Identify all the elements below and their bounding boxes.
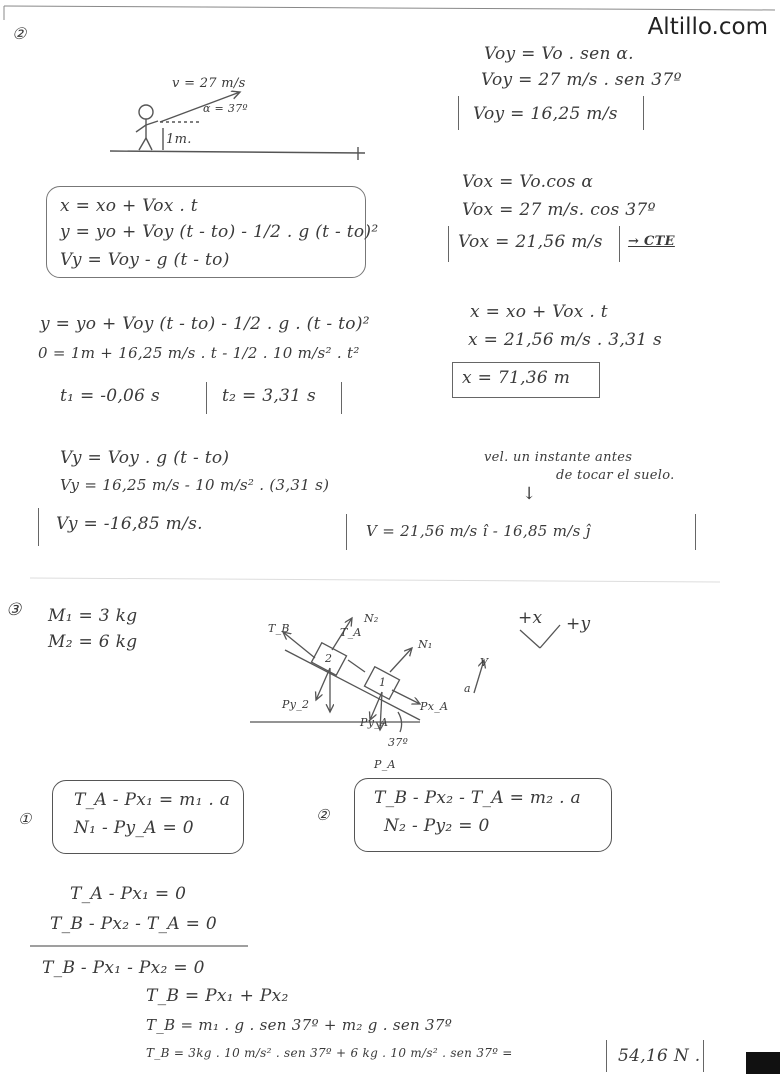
system-1-number: ① bbox=[18, 810, 32, 828]
label-n2: N₂ bbox=[364, 612, 379, 625]
sketch-angle-label: α = 37º bbox=[203, 102, 248, 115]
vox-line-2: Vox = 27 m/s. cos 37º bbox=[462, 200, 656, 220]
label-ta: T_A bbox=[340, 626, 362, 639]
x-solve-2: x = 21,56 m/s . 3,31 s bbox=[468, 330, 663, 350]
system-2-eq-1: T_B - Px₂ - T_A = m₂ . a bbox=[374, 788, 581, 808]
vy-result-box bbox=[38, 508, 39, 546]
vy-result: Vy = -16,85 m/s. bbox=[56, 514, 203, 534]
sketch-height-label: 1m. bbox=[166, 132, 192, 147]
eq-vy: Vy = Voy - g (t - to) bbox=[60, 250, 230, 270]
mass-2: M₂ = 6 kg bbox=[48, 632, 138, 652]
system-1-eq-2: N₁ - Py_A = 0 bbox=[74, 818, 194, 838]
vel-note-line-1: vel. un instante antes bbox=[484, 450, 633, 465]
system-1-eq-1: T_A - Px₁ = m₁ . a bbox=[74, 790, 231, 810]
system-2-number: ② bbox=[316, 806, 330, 824]
label-pxa: Px_A bbox=[420, 700, 449, 713]
label-py2: Py_2 bbox=[282, 698, 310, 711]
axis-plus-x: +x bbox=[518, 608, 543, 628]
result-line-1: T_B - Px₁ - Px₂ = 0 bbox=[42, 958, 205, 978]
label-n1: N₁ bbox=[418, 638, 433, 651]
problem-3-number: ③ bbox=[6, 600, 22, 620]
axis-plus-y: +y bbox=[566, 614, 591, 634]
top-border-line bbox=[4, 6, 775, 10]
y-solve-1: y = yo + Voy (t - to) - 1/2 . g . (t - to)² bbox=[40, 314, 370, 334]
corner-mark bbox=[746, 1052, 780, 1074]
label-tb: T_B bbox=[268, 622, 290, 635]
t1-value: t₁ = -0,06 s bbox=[60, 386, 161, 406]
final-vector: V = 21,56 m/s î - 16,85 m/s ĵ bbox=[366, 522, 591, 540]
result-line-3: T_B = m₁ . g . sen 37º + m₂ g . sen 37º bbox=[146, 1016, 453, 1034]
mass-1: M₁ = 3 kg bbox=[48, 606, 138, 626]
section-divider bbox=[30, 578, 720, 582]
x-solve-1: x = xo + Vox . t bbox=[470, 302, 608, 322]
vox-constant-note: → CTE bbox=[628, 234, 675, 249]
vy-solve-1: Vy = Voy . g (t - to) bbox=[60, 448, 230, 468]
label-a: a bbox=[464, 682, 471, 695]
final-result: 54,16 N . bbox=[618, 1046, 701, 1066]
voy-result: Voy = 16,25 m/s bbox=[473, 104, 618, 124]
eq-y: y = yo + Voy (t - to) - 1/2 . g (t - to)² bbox=[60, 222, 379, 242]
vox-result: Vox = 21,56 m/s bbox=[458, 232, 603, 252]
arrow-down-icon: ↓ bbox=[522, 484, 537, 504]
y-solve-2: 0 = 1m + 16,25 m/s . t - 1/2 . 10 m/s² . t² bbox=[38, 344, 360, 362]
altillo-watermark: Altillo.com bbox=[647, 14, 768, 40]
label-angle: 37º bbox=[388, 736, 409, 749]
result-line-2: T_B = Px₁ + Px₂ bbox=[146, 986, 289, 1006]
x-result: x = 71,36 m bbox=[462, 368, 571, 388]
sketch-speed-label: v = 27 m/s bbox=[172, 76, 246, 91]
vy-solve-2: Vy = 16,25 m/s - 10 m/s² . (3,31 s) bbox=[60, 476, 330, 494]
voy-line-2: Voy = 27 m/s . sen 37º bbox=[481, 70, 682, 90]
label-v: V bbox=[480, 656, 489, 669]
vox-line-1: Vox = Vo.cos α bbox=[462, 172, 594, 192]
sum-eq-2: T_B - Px₂ - T_A = 0 bbox=[50, 914, 217, 934]
sum-eq-1: T_A - Px₁ = 0 bbox=[70, 884, 187, 904]
label-block-1: 1 bbox=[379, 676, 387, 689]
incline-free-body-diagram bbox=[250, 618, 560, 732]
eq-x: x = xo + Vox . t bbox=[60, 196, 198, 216]
label-pya: Py_A bbox=[360, 716, 389, 729]
label-pa: P_A bbox=[374, 758, 396, 771]
result-line-4: T_B = 3kg . 10 m/s² . sen 37º + 6 kg . 10 m/s² . sen 37º = bbox=[146, 1046, 513, 1060]
problem-2-number: ② bbox=[12, 24, 27, 43]
system-2-eq-2: N₂ - Py₂ = 0 bbox=[384, 816, 490, 836]
t2-value: t₂ = 3,31 s bbox=[222, 386, 316, 406]
vel-note-line-2: de tocar el suelo. bbox=[556, 468, 675, 483]
label-block-2: 2 bbox=[325, 652, 333, 665]
voy-line-1: Voy = Vo . sen α. bbox=[484, 44, 634, 64]
